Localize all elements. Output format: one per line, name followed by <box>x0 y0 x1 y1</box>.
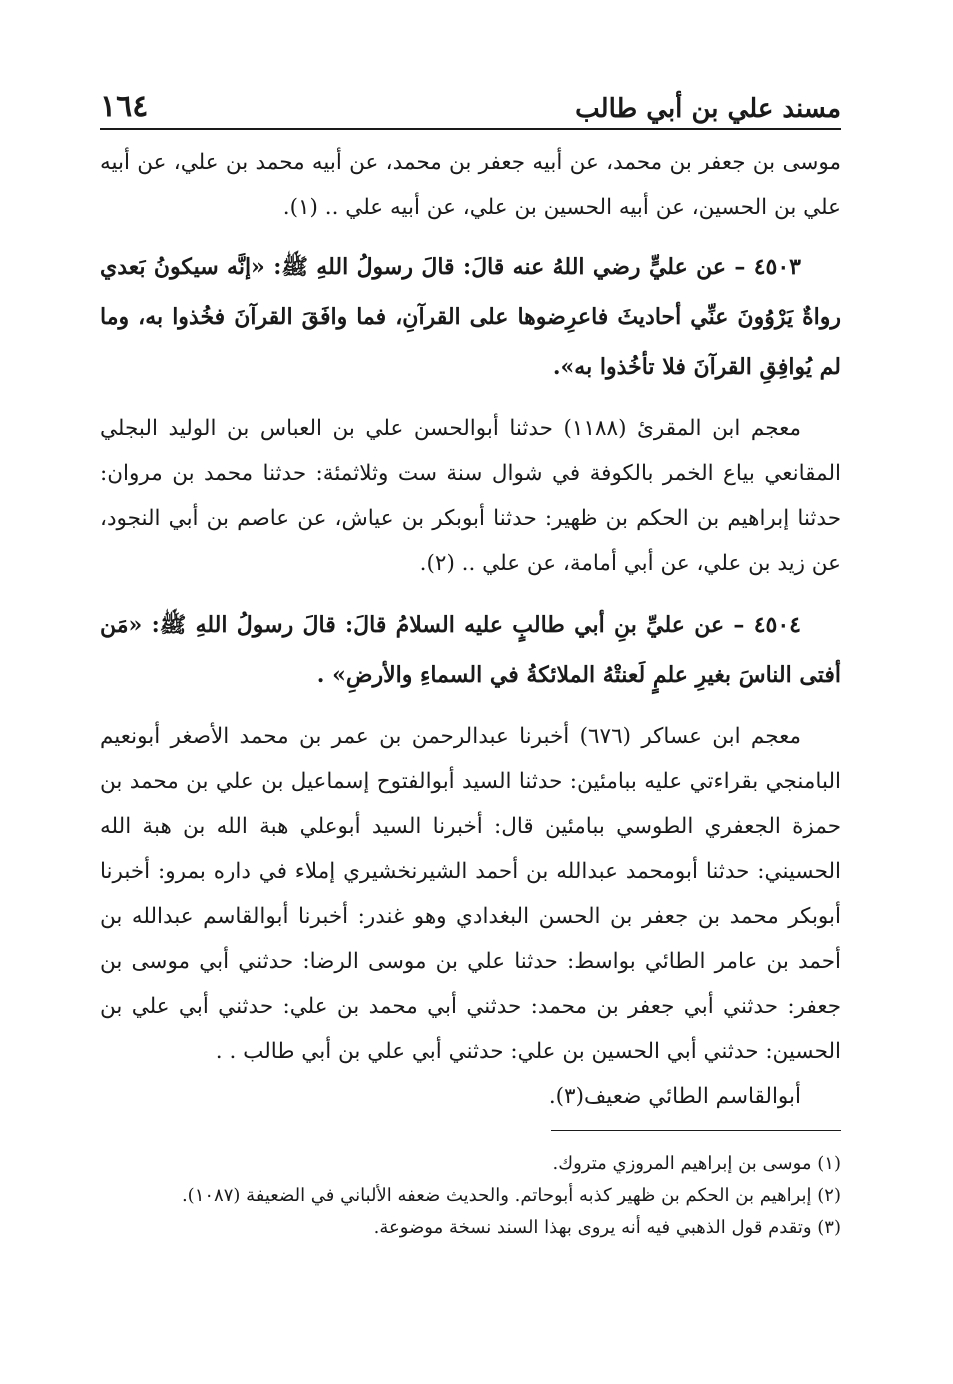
grading-note: أبوالقاسم الطائي ضعيف(٣). <box>548 1084 801 1109</box>
hadith-4503: ٤٥٠٣ – عن عليٍّ رضي اللهُ عنه قالَ: قالَ رسولُ اللهِ ﷺ: «إنَّه سيكونُ بَعدي رواةٌ يَرْوُونَ عنِّي أحاديثَ فاعرِضوها على القرآنِ، فما وافَقَ القرآنَ فخُذوا به، وما لم يُوافِقِ القرآنَ فلا تأخُذوا به». <box>100 254 841 380</box>
footnote-3: (٣) وتقدم قول الذهبي فيه أنه يروى بهذا السند نسخة موضوعة. <box>373 1217 841 1238</box>
footnote-rule <box>551 1130 841 1131</box>
hadith-4504: ٤٥٠٤ – عن عليِّ بنِ أبي طالبٍ عليه السلامُ قالَ: قالَ رسولُ اللهِ ﷺ: «مَن أفتى الناسَ بغيرِ علمٍ لَعنتْهُ الملائكةُ في السماءِ والأرضِ» . <box>100 612 841 688</box>
page-header <box>100 76 841 122</box>
footnote-1: (١) موسى بن إبراهيم المروزي متروك. <box>552 1153 841 1174</box>
footnotes <box>100 1148 841 1244</box>
header-rule <box>100 128 841 130</box>
footnote-2: (٢) إبراهيم بن الحكم بن ظهير كذبه أبوحاتم. والحديث ضعفه الألباني في الضعيفة (١٠٨٧). <box>181 1185 841 1206</box>
isnad-continuation: موسى بن جعفر بن محمد، عن أبيه جعفر بن محمد، عن أبيه محمد بن علي، عن أبيه علي بن الحسين، عن أبيه الحسين بن علي، عن أبيه علي .. (١). <box>100 150 841 220</box>
page-body <box>100 140 841 1119</box>
source-ibn-al-muqri: معجم ابن المقرئ (١١٨٨) حدثنا أبوالحسن علي بن العباس بن الوليد البجلي المقانعي بياع الخمر بالكوفة في شوال سنة ست وثلاثمئة: حدثنا محمد بن مروان: حدثنا إبراهيم بن الحكم بن ظهير: حدثنا أبوبكر بن عياش، عن عاصم بن أبي النجود، عن زيد بن علي، عن أبي أمامة، عن علي .. (٢). <box>100 416 841 576</box>
source-ibn-asakir: معجم ابن عساكر (٦٧٦) أخبرنا عبدالرحمن بن عمر بن محمد الأصغر أبونعيم البامنجي بقراءتي عليه ببامئين: حدثنا السيد أبوالفتوح إسماعيل بن علي بن محمد بن حمزة الجعفري الطوسي ببامئين قال: أخبرنا السيد أبوعلي هبة الله بن هبة الله الحسيني: حدثنا أبومحمد عبدالله بن أحمد الشيرنخشيري إملاء في داره بمرو: أخبرنا أبوبكر محمد بن جعفر بن الحسن البغدادي وهو غندر: أخبرنا أبوالقاسم عبدالله بن أحمد بن عامر الطائي بواسط: حدثنا علي بن موسى الرضا: حدثني أبي موسى بن جعفر: حدثني أبي جعفر بن محمد: حدثني أبي محمد بن علي: حدثني أبي علي بن الحسين: حدثني أبي الحسين بن علي: حدثني أبي علي بن أبي طالب . . <box>100 724 841 1064</box>
running-title: مسند علي بن أبي طالب <box>575 94 841 124</box>
page-number: ١٦٤ <box>100 89 149 124</box>
